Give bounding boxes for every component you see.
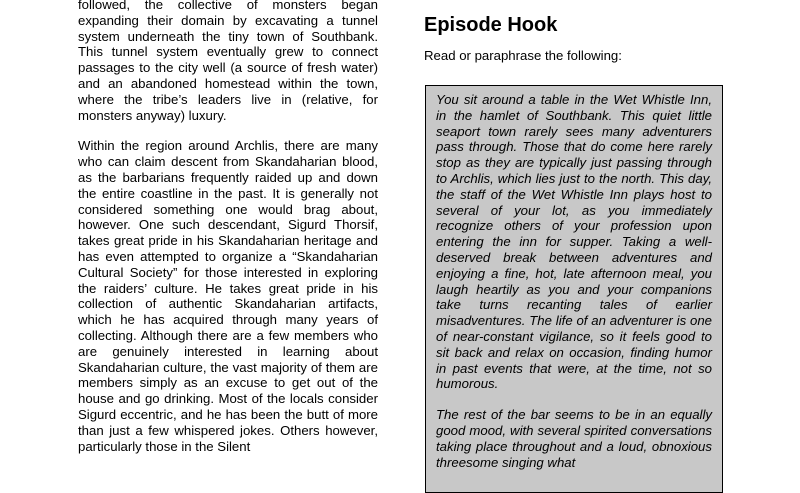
read-aloud-box xyxy=(425,85,723,493)
read-aloud-paragraph: The rest of the bar seems to be in an equally good mood, with several spirited conversations taking place throughout and a loud, obnoxious threesome singing what xyxy=(436,407,712,470)
body-paragraph: followed, the collective of monsters began expanding their domain by excavating a tunnel system underneath the tiny town of Southbank. This tunnel system eventually grew to connect passages to the city well (a source of fresh water) and an abandoned homestead within the town, where the tribe’s leaders live in (relative, for monsters anyway) luxury. xyxy=(78,0,378,123)
read-aloud-paragraph: You sit around a table in the Wet Whistle Inn, in the hamlet of Southbank. This quiet little seaport town rarely sees many adventurers pass through. Those that do come here rarely stop as they are typically just passing through to Archlis, which lies just to the north. This day, the staff of the Wet Whistle Inn plays host to several of your lot, as you immediately recognize others of your profession upon entering the inn for supper. Taking a well-deserved break between adventures and enjoying a fine, hot, late afternoon meal, you laugh heartily as you and your companions take turns recanting tales of earlier misadventures. The life of an adventurer is one of near-constant vigilance, so it feels good to sit back and relax on occasion, finding humor in past events that were, at the time, not so humorous. xyxy=(436,92,712,392)
read-instruction: Read or paraphrase the following: xyxy=(424,48,622,63)
section-heading: Episode Hook xyxy=(424,14,558,36)
body-paragraph: Within the region around Archlis, there are many who can claim descent from Skandaharian blood, as the barbarians frequently raided up and down the entire coastline in the past. It is generally not considered something one would brag about, however. One such descendant, Sigurd Thorsif, takes great pride in his Skandaharian heritage and has even attempted to organize a “Skandaharian Cultural Society” for those interested in exploring the raiders’ culture. He takes great pride in his collection of authentic Skandaharian artifacts, which he has acquired through many years of collecting. Although there are a few members who are genuinely interested in learning about Skandaharian culture, the vast majority of them are members simply as an excuse to get out of the house and go drinking. Most of the locals consider Sigurd eccentric, and he has been the butt of more than just a few whispered jokes. Others however, particularly those in the Silent xyxy=(78,138,378,454)
left-column-text xyxy=(78,0,378,469)
